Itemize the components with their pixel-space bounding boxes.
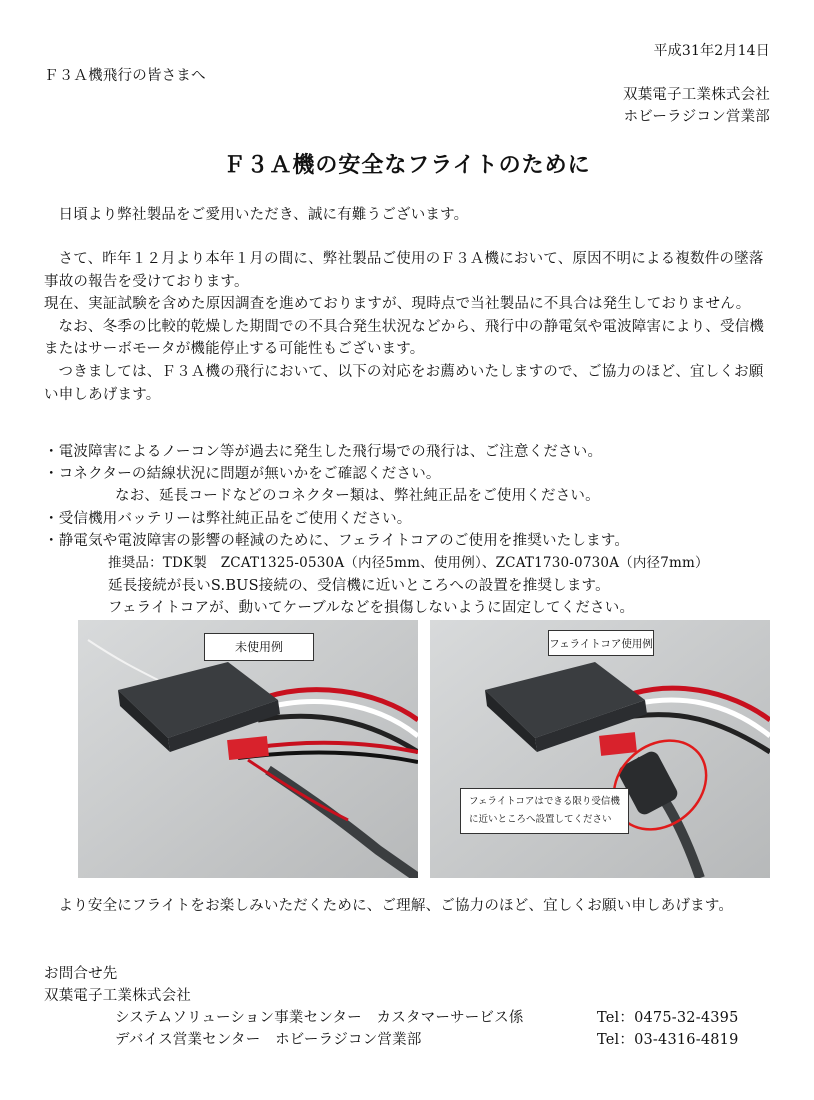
contact-company: 双葉電子工業株式会社 bbox=[44, 988, 191, 1004]
body-paragraph: 現在、実証試験を含めた原因調査を進めておりますが、現時点で当社製品に不具合は発生しておりません。 bbox=[44, 296, 751, 313]
sender-company: 双葉電子工業株式会社 bbox=[623, 87, 770, 103]
photo-without-ferrite bbox=[78, 620, 418, 878]
body-paragraphs bbox=[44, 248, 774, 406]
body-paragraph: つきましては、Ｆ３Ａ機の飛行において、以下の対応をお薦めいたしますので、ご協力のほど、宜しくお願い申しあげます。 bbox=[44, 363, 764, 403]
contact-dept-1: システムソリューション事業センター カスタマーサービス係 bbox=[115, 1010, 524, 1026]
bullet-note: フェライトコアが、動いてケーブルなどを損傷しないように固定してください。 bbox=[108, 600, 635, 616]
body-paragraph: さて、昨年１２月より本年１月の間に、弊社製品ご使用のＦ３Ａ機において、原因不明による複数件の墜落事故の報告を受けております。 bbox=[44, 251, 764, 290]
bullet-item: ・コネクターの結線状況に問題が無いかをご確認ください。 bbox=[44, 466, 441, 482]
photo-caption-right: フェライトコア使用例 bbox=[548, 630, 654, 656]
contact-dept-2: デバイス営業センター ホビーラジコン営業部 bbox=[115, 1032, 422, 1048]
bullet-item: ・電波障害によるノーコン等が過去に発生した飛行場での飛行は、ご注意ください。 bbox=[44, 444, 603, 460]
callout-line: に近いところへ設置してください bbox=[469, 814, 612, 825]
receiver-photo-right bbox=[430, 620, 770, 878]
contact-tel-1: Tel：0475-32-4395 bbox=[597, 1010, 739, 1026]
ferrite-placement-callout bbox=[460, 788, 629, 834]
bullet-note: 延長接続が長いS.BUS接続の、受信機に近いところへの設置を推奨します。 bbox=[108, 578, 610, 594]
closing-paragraph: より安全にフライトをお楽しみいただくために、ご理解、ご協力のほど、宜しくお願い申しあげます。 bbox=[58, 898, 734, 914]
bullet-note: なお、延長コードなどのコネクター類は、弊社純正品をご使用ください。 bbox=[115, 488, 600, 504]
callout-line: フェライトコアはできる限り受信機 bbox=[469, 796, 620, 807]
body-paragraph: なお、冬季の比較的乾燥した期間での不具合発生状況などから、飛行中の静電気や電波障害により、受信機またはサーボモータが機能停止する可能性もございます。 bbox=[44, 318, 765, 358]
sender-block bbox=[623, 84, 770, 128]
recipient-line: Ｆ３Ａ機飛行の皆さまへ bbox=[44, 68, 206, 84]
sender-dept: ホビーラジコン営業部 bbox=[623, 109, 770, 125]
photo-caption-left: 未使用例 bbox=[204, 633, 314, 661]
bullet-item: ・静電気や電波障害の影響の軽減のために、フェライトコアのご使用を推奨いたします。 bbox=[44, 533, 630, 549]
document-date: 平成31年2月14日 bbox=[653, 43, 770, 59]
bullet-item: ・受信機用バッテリーは弊社純正品をご使用ください。 bbox=[44, 511, 412, 527]
contact-heading: お問合せ先 bbox=[44, 966, 118, 982]
photo-with-ferrite bbox=[430, 620, 770, 878]
contact-tel-2: Tel：03-4316-4819 bbox=[597, 1032, 739, 1048]
intro-paragraph: 日頃より弊社製品をご愛用いただき、誠に有難うございます。 bbox=[58, 207, 469, 223]
page-title: Ｆ３Ａ機の安全なフライトのために bbox=[223, 152, 591, 178]
recommended-products: 推奨品：TDK製 ZCAT1325-0530A（内径5mm、使用例）、ZCAT1730-0730A（内径7mm） bbox=[108, 555, 709, 571]
